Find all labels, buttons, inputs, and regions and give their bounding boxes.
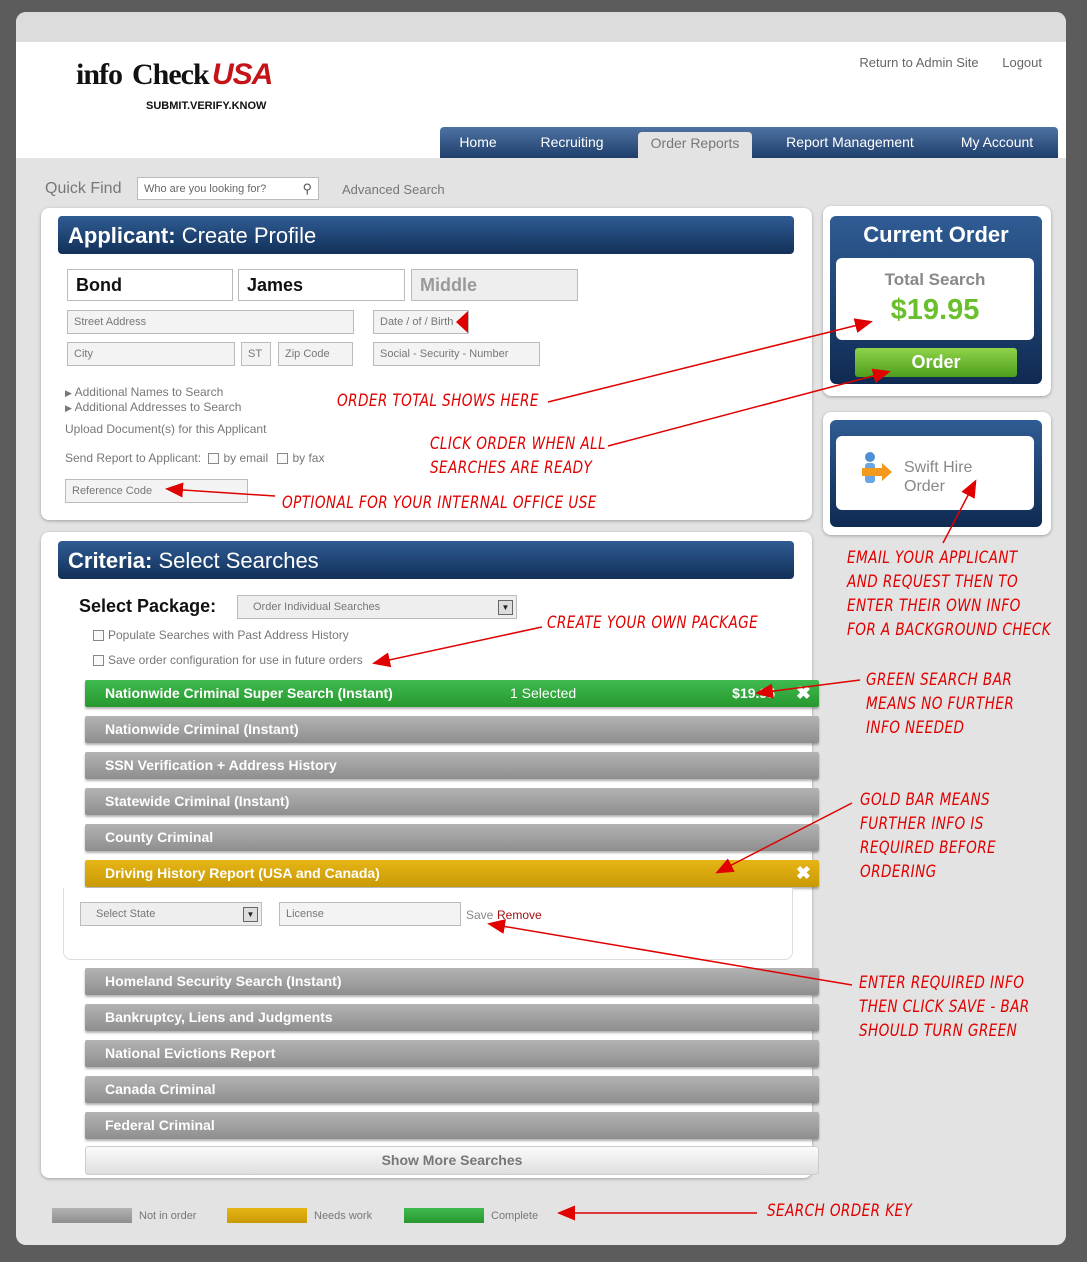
note-line: AND REQUEST THEN TO [847,572,1019,592]
by-email-label: by email [223,451,269,465]
middle-name-field[interactable]: Middle [411,269,578,301]
return-admin-link[interactable]: Return to Admin Site [859,55,979,70]
chevron-down-icon: ▼ [243,907,258,922]
selected-count: 1 Selected [510,685,577,701]
search-bar-evictions[interactable]: National Evictions Report [85,1040,819,1067]
save-config-label: Save order configuration for use in future orders [108,653,363,667]
tab-home[interactable]: Home [459,134,497,150]
arrow-reference [168,489,275,496]
applicant-title-bold: Applicant: [68,223,176,248]
arrow-swift-hire [943,482,975,543]
dob-marker-icon [456,311,468,333]
remove-link[interactable]: Remove [497,908,542,922]
note-create-package: CREATE YOUR OWN PACKAGE [547,613,759,633]
chevron-down-icon: ▼ [498,600,513,615]
arrow-green-bar [758,680,860,693]
note-line: THEN CLICK SAVE - BAR [859,997,1030,1017]
logo-check: Check [132,58,209,91]
expand-arrow-icon: ▶ [65,403,72,413]
criteria-title-bold: Criteria: [68,548,153,573]
reference-code-field[interactable]: Reference Code [65,479,248,503]
note-line: SHOULD TURN GREEN [859,1021,1018,1041]
logo-usa: USA [212,58,273,91]
package-select-value: Order Individual Searches [253,601,381,613]
note-line: MEANS NO FURTHER [866,694,1015,714]
search-bar-canada-criminal[interactable]: Canada Criminal [85,1076,819,1103]
search-bar-bankruptcy[interactable]: Bankruptcy, Liens and Judgments [85,1004,819,1031]
note-line: FURTHER INFO IS [860,814,984,834]
upload-documents-link[interactable]: Upload Document(s) for this Applicant [65,422,267,436]
quick-find-placeholder: Who are you looking for? [144,183,267,195]
by-fax-label: by fax [292,451,325,465]
first-name-field[interactable]: James [238,269,405,301]
search-bar-federal-criminal[interactable]: Federal Criminal [85,1112,819,1139]
search-bar-statewide-criminal[interactable]: Statewide Criminal (Instant) [85,788,819,815]
send-report-label: Send Report to Applicant: [65,451,202,465]
note-line: ENTER REQUIRED INFO [859,973,1025,993]
date-of-birth-field[interactable]: Date / of / Birth [373,310,469,334]
tab-my-account[interactable]: My Account [960,134,1034,150]
note-click-order [430,432,606,480]
total-search-label: Total Search [884,270,986,289]
select-package-label: Select Package: [79,596,217,616]
note-line: CLICK ORDER WHEN ALL [430,434,607,454]
note-gold-bar [860,788,996,884]
expand-arrow-icon: ▶ [65,388,72,398]
city-field[interactable]: City [67,342,235,366]
arrow-enter-info [490,924,852,985]
note-line: EMAIL YOUR APPLICANT [847,548,1018,568]
note-line: FOR A BACKGROUND CHECK [847,620,1052,640]
street-address-field[interactable]: Street Address [67,310,354,334]
save-link[interactable]: Save [466,908,494,922]
close-icon[interactable]: ✖ [795,683,811,703]
search-bar-homeland-security[interactable]: Homeland Security Search (Instant) [85,968,819,995]
state-select-placeholder: Select State [96,908,156,920]
swift-hire-line2: Order [904,478,945,495]
note-email-applicant [847,546,1051,642]
show-more-button[interactable]: Show More Searches [85,1146,819,1175]
quick-find-label: Quick Find [45,180,122,197]
criteria-title-rest: Select Searches [158,548,319,573]
arrow-gold-bar [718,803,852,872]
note-order-total: ORDER TOTAL SHOWS HERE [337,391,539,411]
logo-info: info [76,58,123,91]
search-icon[interactable]: ⚲ [302,181,312,196]
additional-names-label: Additional Names to Search [74,385,224,399]
tab-order-reports[interactable]: Order Reports [638,132,752,158]
order-button[interactable]: Order [855,348,1017,377]
search-price: $19.95 [732,685,775,701]
arrow-order-button [608,372,888,446]
tab-recruiting[interactable]: Recruiting [540,134,604,150]
search-bar-ssn-verification[interactable]: SSN Verification + Address History [85,752,819,779]
search-bar-nationwide-criminal[interactable]: Nationwide Criminal (Instant) [85,716,819,743]
note-line: ORDERING [860,862,937,882]
key-label-complete: Complete [491,1210,539,1222]
state-field[interactable]: ST [241,342,271,366]
note-green-bar [866,668,1014,740]
advanced-search-link[interactable]: Advanced Search [342,182,445,197]
search-bar-county-criminal[interactable]: County Criminal [85,824,819,851]
note-line: GREEN SEARCH BAR [866,670,1013,690]
note-line: ENTER THEIR OWN INFO [847,596,1021,616]
additional-addresses-label: Additional Addresses to Search [74,400,242,414]
arrow-package [375,627,542,663]
search-name: Nationwide Criminal Super Search (Instant) [105,685,393,701]
note-line: SEARCHES ARE READY [430,458,593,478]
logo-tagline: SUBMIT.VERIFY.KNOW [146,100,267,112]
key-label-not-in-order: Not in order [139,1210,197,1222]
note-line: INFO NEEDED [866,718,965,738]
logout-link[interactable]: Logout [1002,55,1042,70]
last-name-field[interactable]: Bond [67,269,233,301]
note-enter-required [859,971,1030,1043]
current-order-title: Current Order [863,222,1009,247]
populate-label: Populate Searches with Past Address History [108,628,349,642]
swift-hire-line1: Swift Hire [904,459,973,476]
license-field[interactable]: License [279,902,461,926]
note-optional: OPTIONAL FOR YOUR INTERNAL OFFICE USE [282,493,597,513]
total-amount: $19.95 [890,294,980,326]
applicant-title-rest: Create Profile [181,223,317,248]
note-order-key: SEARCH ORDER KEY [767,1201,913,1221]
search-name: Driving History Report (USA and Canada) [105,865,380,881]
close-icon[interactable]: ✖ [795,863,811,883]
zip-field[interactable]: Zip Code [278,342,353,366]
note-line: REQUIRED BEFORE [860,838,997,858]
ssn-field[interactable]: Social - Security - Number [373,342,540,366]
note-line: GOLD BAR MEANS [860,790,991,810]
key-label-needs-work: Needs work [314,1210,373,1222]
tab-report-management[interactable]: Report Management [786,134,914,150]
